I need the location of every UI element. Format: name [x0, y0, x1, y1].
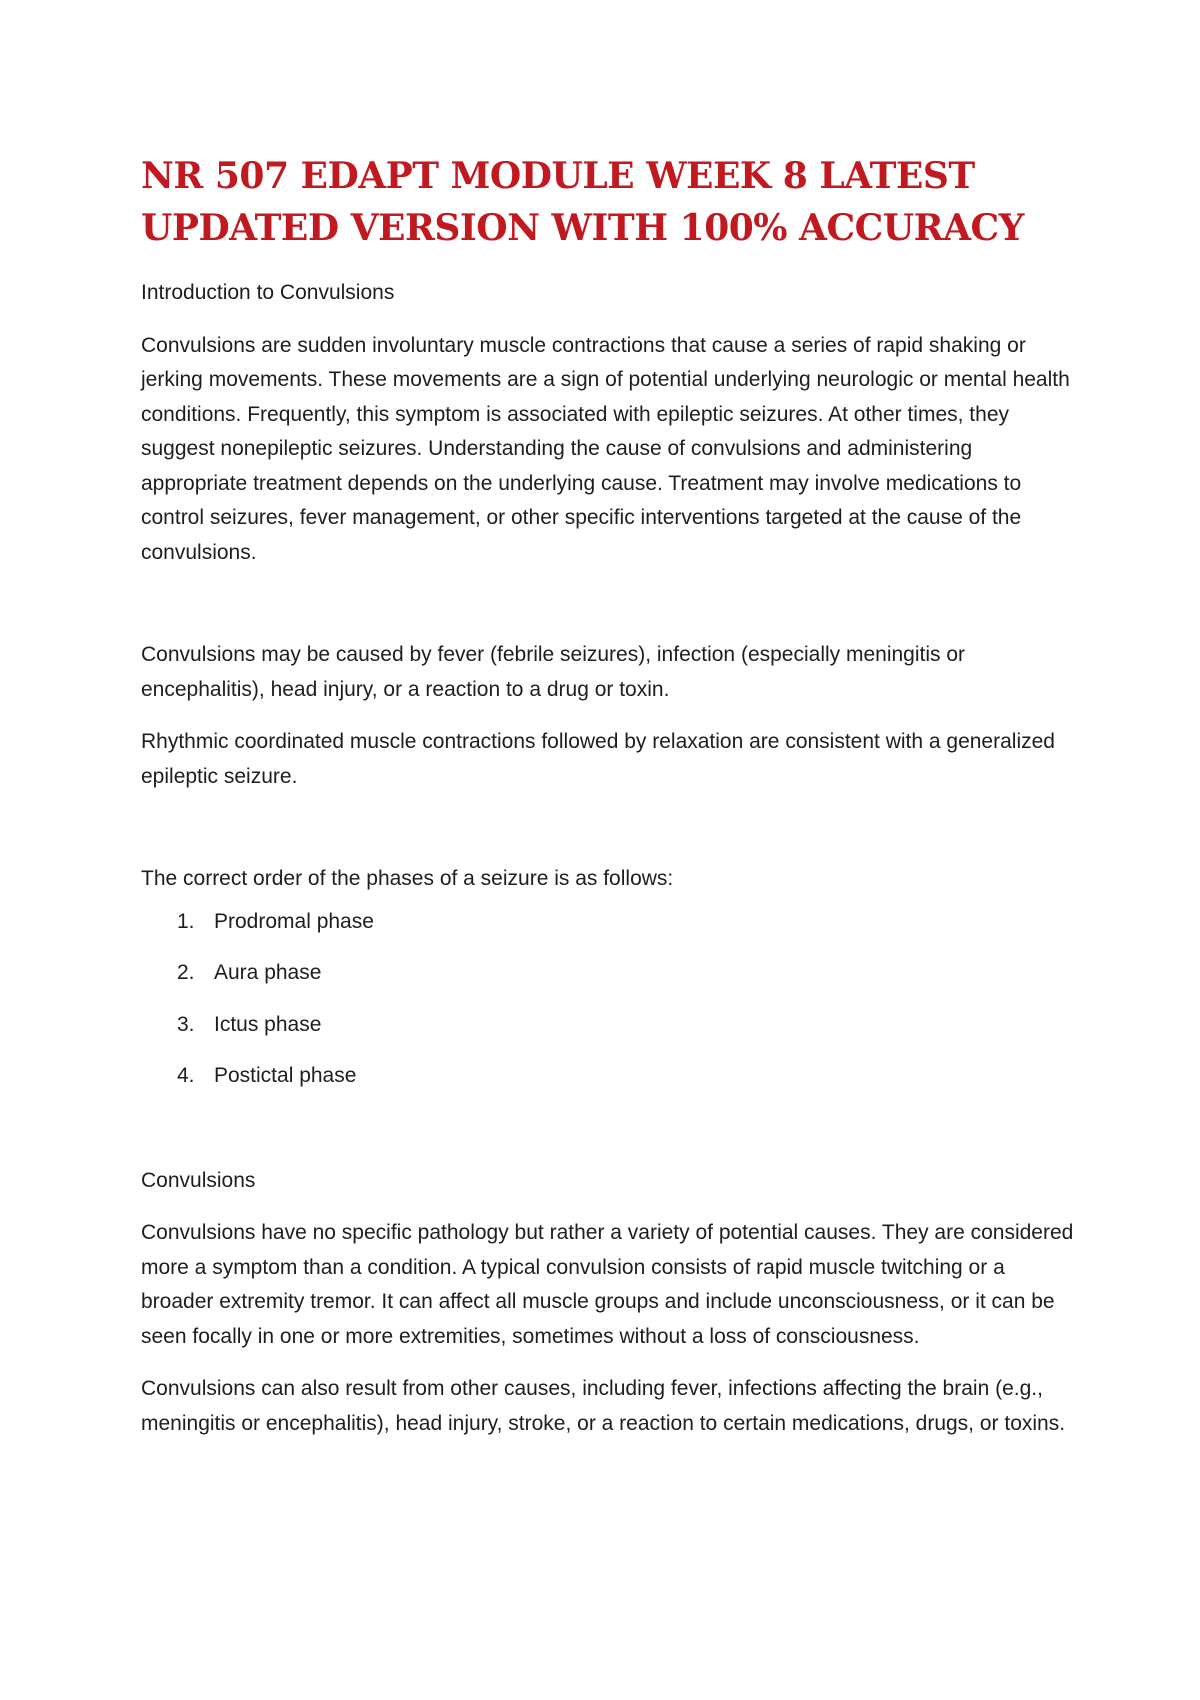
list-item-number: 4. — [177, 1064, 195, 1087]
list-item — [141, 905, 1080, 940]
list-item — [141, 956, 1080, 991]
other-causes-paragraph: Convulsions can also result from other causes, including fever, infections affecting the brain (e.g., meningitis or encephalitis), head injury, stroke, or a reaction to certain medications, drugs, or toxins. — [141, 1377, 1066, 1435]
list-item-number: 1. — [177, 909, 195, 933]
list-item-number: 2. — [177, 961, 195, 984]
title-line-2: UPDATED VERSION WITH 100% ACCURACY — [141, 207, 1024, 249]
convulsions-heading: Convulsions — [141, 1168, 256, 1192]
phases-intro: The correct order of the phases of a seizure is as follows: — [141, 867, 674, 890]
list-item — [141, 1059, 1080, 1094]
list-item-label: Prodromal phase — [214, 909, 374, 933]
causes-paragraph: Convulsions may be caused by fever (febrile seizures), infection (especially meningitis or encephalitis), head injury, or a reaction to a drug or toxin. — [141, 643, 966, 701]
list-item-label: Aura phase — [214, 961, 322, 984]
convulsions-paragraph: Convulsions have no specific pathology but rather a variety of potential causes. They are considered more a symptom than a condition. A typical convulsion consists of rapid muscle twitching or a broader extremity tremor. It can affect all muscle groups and include unconsciousness, or it can be seen focally in one or more extremities, sometimes without a loss of consciousness. — [141, 1221, 1074, 1348]
rhythmic-paragraph: Rhythmic coordinated muscle contractions followed by relaxation are consistent with a generalized epileptic seizure. — [141, 730, 1055, 788]
title-line-1: NR 507 EDAPT MODULE WEEK 8 LATEST — [141, 155, 975, 197]
seizure-phases-list — [141, 905, 1080, 1094]
intro-heading: Introduction to Convulsions — [141, 281, 395, 304]
list-item — [141, 1008, 1080, 1043]
intro-paragraph: Convulsions are sudden involuntary muscle contractions that cause a series of rapid shaking or jerking movements. These movements are a sign of potential underlying neurologic or mental health conditions. Frequently, this symptom is associated with epileptic seizures. At other times, they suggest nonepileptic seizures. Understanding the cause of convulsions and administering appropriate treatment depends on the underlying cause. Treatment may involve medications to control seizures, fever management, or other specific interventions targeted at the cause of the convulsions. — [141, 333, 1070, 564]
document-title — [141, 150, 1080, 254]
list-item-label: Postictal phase — [214, 1064, 357, 1087]
list-item-number: 3. — [177, 1012, 195, 1036]
list-item-label: Ictus phase — [214, 1012, 322, 1036]
